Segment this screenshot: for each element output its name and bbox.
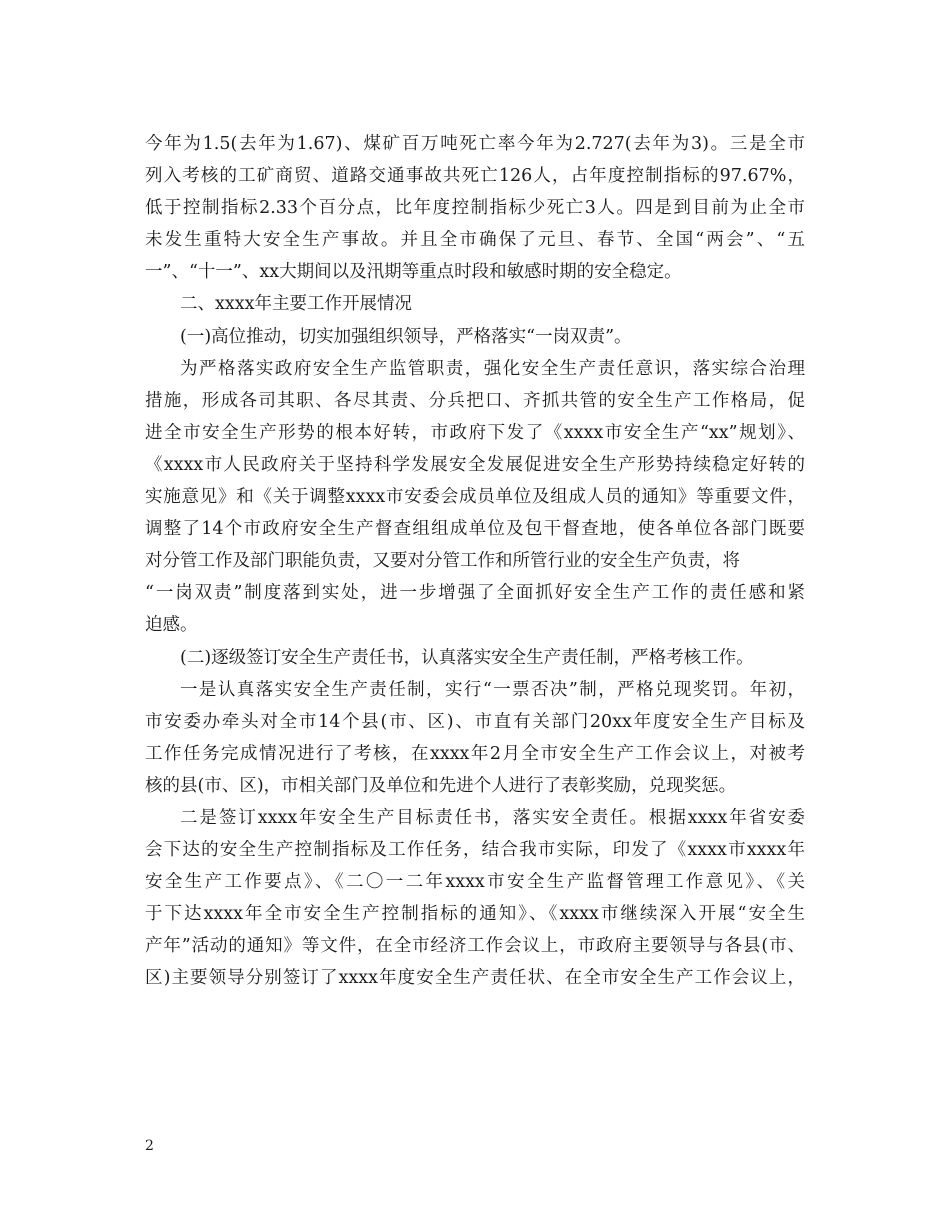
- subsection-heading: (一)高位推动，切实加强组织领导，严格落实“一岗双责”。: [180, 326, 632, 347]
- text-line: 于下达xxxx年全市安全生产控制指标的通知》、《xxxx市继续深入开展“安全生: [145, 904, 805, 925]
- text-line: “一岗双责”制度落到实处，进一步增强了全面抓好安全生产工作的责任感和紧: [145, 583, 805, 604]
- text-line: 调整了14个市政府安全生产督查组组成单位及包干督查地，使各单位各部门既要: [145, 519, 805, 540]
- section-heading: 二、xxxx年主要工作开展情况: [180, 294, 412, 315]
- text-line: 为严格落实政府安全生产监管职责，强化安全生产责任意识，落实综合治理: [180, 358, 805, 379]
- text-line: 《xxxx市人民政府关于坚持科学发展安全发展促进安全生产形势持续稳定好转的: [145, 454, 805, 475]
- text-line: 区)主要领导分别签订了xxxx年度安全生产责任状、在全市安全生产工作会议上，: [145, 968, 805, 989]
- text-line: 实施意见》和《关于调整xxxx市安委会成员单位及组成人员的通知》等重要文件，: [145, 487, 805, 508]
- text-line: 列入考核的工矿商贸、道路交通事故共死亡126人，占年度控制指标的97.67%，: [145, 166, 805, 187]
- text-line: 一是认真落实安全生产责任制，实行“一票否决”制，严格兑现奖罚。年初，: [180, 679, 805, 700]
- text-line: 进全市安全生产形势的根本好转，市政府下发了《xxxx市安全生产“xx”规划》、: [145, 422, 805, 443]
- text-line: 未发生重特大安全生产事故。并且全市确保了元旦、春节、全国“两会”、“五: [145, 230, 805, 251]
- page-number: 2: [145, 1138, 154, 1154]
- subsection-heading: (二)逐级签订安全生产责任书，认真落实安全生产责任制，严格考核工作。: [180, 647, 754, 668]
- text-line: 一”、“十一”、xx大期间以及汛期等重点时段和敏感时期的安全稳定。: [145, 262, 682, 283]
- text-line: 市安委办牵头对全市14个县(市、区)、市直有关部门20xx年度安全生产目标及: [145, 711, 805, 732]
- text-line: 今年为1.5(去年为1.67)、煤矿百万吨死亡率今年为2.727(去年为3)。三是全市: [145, 134, 805, 154]
- document-body: [145, 128, 805, 995]
- text-line: 低于控制指标2.33个百分点，比年度控制指标少死亡3人。四是到目前为止全市: [145, 198, 805, 219]
- text-line: 产年”活动的通知》等文件，在全市经济工作会议上，市政府主要领导与各县(市、: [145, 936, 805, 957]
- text-line: 对分管工作及部门职能负责，又要对分管工作和所管行业的安全生产负责，将: [145, 551, 740, 572]
- text-line: 工作任务完成情况进行了考核，在xxxx年2月全市安全生产工作会议上，对被考: [145, 743, 805, 764]
- text-line: 迫感。: [145, 615, 198, 636]
- text-line: 会下达的安全生产控制指标及工作任务，结合我市实际，印发了《xxxx市xxxx年: [145, 840, 805, 861]
- text-line: 措施，形成各司其职、各尽其责、分兵把口、齐抓共管的安全生产工作格局，促: [145, 390, 805, 411]
- text-line: 安全生产工作要点》、《二〇一二年xxxx市安全生产监督管理工作意见》、《关: [145, 872, 805, 893]
- text-line: 二是签订xxxx年安全生产目标责任书，落实安全责任。根据xxxx年省安委: [180, 807, 805, 828]
- text-line: 核的县(市、区)，市相关部门及单位和先进个人进行了表彰奖励，兑现奖惩。: [145, 775, 737, 796]
